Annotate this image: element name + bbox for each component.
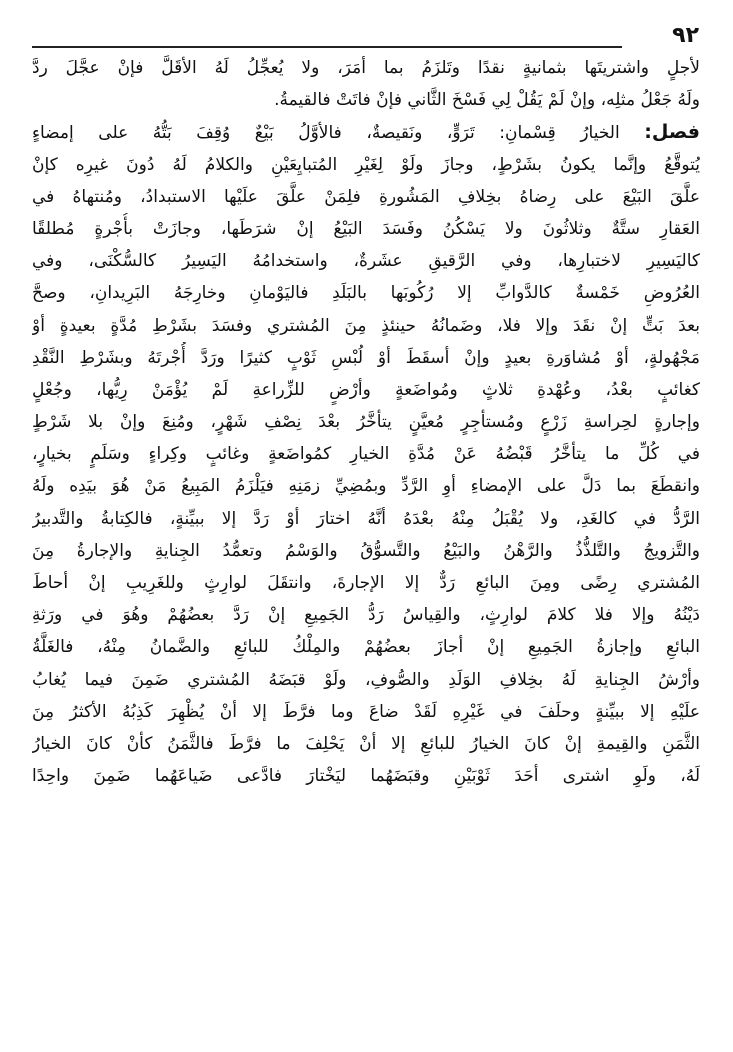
text-line <box>32 792 700 824</box>
text-line: دَيْنُهُ وإلا فلا كلامَ لوارِثٍ، والقِياسُ رَدُّ الجَمِيعِ إنْ رَدَّ بعضُهُمْ وهُوَ في ورَثةِ <box>32 605 700 626</box>
text-line: الخيارُ قِسْمانِ: تَرَوٍّ، ونَقيصةٌ، فالأوَّلُ بَيْعٌ وُقِفَ بَتُّهُ على إمضاءٍ <box>32 123 620 144</box>
text-line: المُشتري رِضًى ومِنَ البائعِ رَدٌّ إلا الإجارةَ، وانتقَلَ لوارِثٍ وللغَرِيبِ إنْ أحاطَ <box>32 573 700 593</box>
text-line: مَجْهُولةٍ، أوْ مُشاوَرةِ بعيدٍ وإنْ أسقَطَ أوْ لُبْسِ ثَوْبٍ كثيرًا ورَدَّ أُجْرتَهُ وبشَرْطِ النَّقْدِ <box>32 347 700 368</box>
header-rule <box>32 46 622 48</box>
section-label: فصل: <box>644 121 700 144</box>
text-line: الثَّمَنِ والقِيمةِ إنْ كانَ الخيارُ للبائعِ إلا أنْ يَحْلِفَ ما فرَّطَ فالثَّمَنُ كأنْ كانَ الخيارُ <box>32 733 700 754</box>
text-line: لأجلٍ واشتريتَها بثمانيةٍ نقدًا وتَلزَمُ بما أمَرَ، ولا يُعجِّلُ لَهُ الأقَلَّ فإنْ عجَّلَ ردَّ <box>32 58 700 78</box>
text-line: لَهُ، ولَوِ اشترى أحَدَ ثَوْبَيْنِ وقبَضَهُما ليَخْتارَ فادَّعى ضَياعَهُما ضَمِنَ واحِدًا <box>32 766 700 787</box>
text-line: يُتوقَّعُ وإنَّما يكونُ بشَرْطٍ، وجازَ ولَوْ لِغَيْرِ المُتبايِعَيْنِ والكلامُ لَهُ دُونَ غيرِه كإنْ <box>32 154 700 175</box>
page-number: ٩٢ <box>672 23 699 48</box>
text-line: والتَّزويجُ والتَّلذُّذُ والرَّهْنُ والبَيْعُ والتَّسوُّقُ والوَسْمُ وتعمُّدُ الجِنايةِ والإجارةُ مِنَ <box>32 540 700 561</box>
text-line: كغائبٍ بعْدُ، وعُهْدةِ ثلاثٍ ومُواضَعةٍ وأرْضٍ للزِّراعةِ لَمْ يُؤْمَنْ رِيُّها، وجُعْلٍ <box>32 379 700 400</box>
text-line: علَيْهِ إلا ببيِّنةٍ وحلَفَ في غَيْرِهِ لَقَدْ ضاعَ وما فرَّطَ إلا أنْ يُظْهِرَ كَذِبُهُ الأكثرُ مِنَ <box>32 701 700 722</box>
text-line: علَّقَ البَيْعَ على رِضاهُ بخِلافِ المَشُورةِ فلِمَنْ علَّقَ علَيْها الاستبدادُ، ومُنتهاهُ في <box>32 186 700 207</box>
text-line: ولَهُ جَعْلُ مثلِه، وإنْ لَمْ يَقُلْ لِي فَسْخَ الثَّاني فإنْ فاتَتْ فالقيمةُ. <box>274 90 700 111</box>
page-text <box>32 52 700 825</box>
text-line: كاليَسِيرِ لاختبارِها، وفي الرَّقيقِ عشَرةٌ، واستخدامُهُ اليَسِيرُ كالسُّكْنَى، وفي <box>32 251 700 272</box>
text-line: وإجارةٍ لحِراسةِ زَرْعٍ ومُستأجِرٍ مُعيَّنٍ يتأخَّرُ بعْدَ نِصْفِ شَهْرٍ، ومُنِعَ وإنْ بلا شَرْطٍ <box>32 412 700 433</box>
text-line: بعدَ بَتٍّ إنْ نقَدَ وإلا فلا، وضَمانُهُ حينئذٍ مِنَ المُشتري وفسَدَ بشَرْطِ مُدَّةٍ بعيدةٍ أوْ <box>32 315 700 336</box>
text-line: في كُلِّ ما يتأخَّرُ قَبْضُهُ عَنْ مُدَّةِ الخيارِ كمُواضَعةٍ وغائبٍ وكِراءٍ وسَلَمٍ بخيارٍ، <box>32 444 700 465</box>
text-line: العُرُوضِ خَمْسةٌ كالدَّوابِّ إلا رُكُوبَها بالبَلَدِ فاليَوْمانِ وخارِجَهُ البَرِيدانِ، وصحَّ <box>32 283 700 304</box>
text-line: البائعِ وإجازةُ الجَمِيعِ إنْ أجازَ بعضُهُمْ والمِلْكُ للبائعِ والضَّمانُ مِنْهُ، فالغَلَّةُ <box>32 637 700 658</box>
text-line: العَقارِ ستَّةٌ وثلاثُونَ ولا يَسْكُنُ وفَسَدَ البَيْعُ إنْ شرَطَها، وجازَتْ بأُجْرةٍ مُطلقًا <box>32 218 700 239</box>
section-first-line <box>32 116 700 148</box>
text-line: وأرْشُ الجِنايةِ لَهُ بخِلافِ الوَلَدِ والصُّوفِ، ولَوْ قبَضَهُ المُشتري ضَمِنَ فيما يُغابُ <box>32 669 700 690</box>
text-line: الرَّدُّ في كالغَدِ، ولا يُقْبَلُ مِنْهُ بعْدَهُ أنَّهُ اختارَ أوْ رَدَّ إلا ببيِّنةٍ، فالكِتابةُ والتَّدبيرُ <box>32 508 700 529</box>
text-line: وانقطَعَ بما دَلَّ على الإمضاءِ أوِ الرَّدِّ وبمُضِيِّ زمَنِهِ فيَلْزَمُ المَبِيعُ مَنْ هُوَ بيَدِه ولَهُ <box>32 476 700 497</box>
